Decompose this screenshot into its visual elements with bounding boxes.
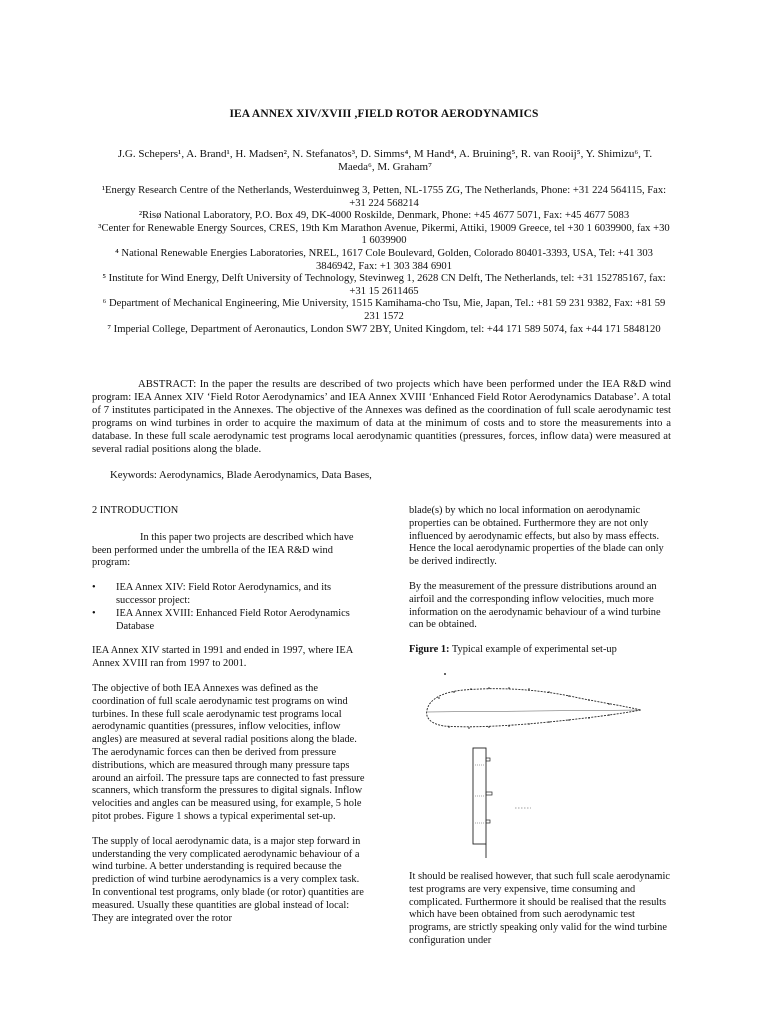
affiliation-7: ⁷ Imperial College, Department of Aeronautics, London SW7 2BY, United Kingdom, tel: +44 171 589 5074, fax +44 171 5848120 [107,323,661,335]
list-item-text: IEA Annex XVIII: Enhanced Field Rotor Aerodynamics Database [116,607,350,632]
author-line-2: Maeda⁶, M. Graham⁷ [338,161,432,173]
right-column [409,505,674,667]
affiliation-4: ⁴ National Renewable Energies Laboratories, NREL, 1617 Cole Boulevard, Golden, Colorado 80401-3393, USA, Tel: +41 303 3846942, Fax: +1 303 384 6901 [115,247,653,272]
list-item [92,608,367,634]
abstract-text: ABSTRACT: In the paper the results are described of two projects which have been performed under the IEA R&D wind program: IEA Annex XIV ‘Field Rotor Aerodynamics’ and IEA Annex XVIII ‘Enhanced Field Rotor Aerodynamics Database’. A total of 7 institutes participated in the Annexes. The objective of the Annexes was defined as the coordination of full scale aerodynamic test programs on wind turbines in order to acquire the maximum of data at the minimum of costs and to store the measurements into a database. In these full scale aerodynamic test programs local aerodynamic quantities (pressures, forces, inflow data) were measured at several radial positions along the blade. [92,378,671,455]
affiliation-3: ³Center for Renewable Energy Sources, CRES, 19th Km Marathon Avenue, Pikermi, Attiki, 19009 Greece, tel +30 1 6039900, fax +30 1 6039900 [98,222,670,247]
keywords: Keywords: Aerodynamics, Blade Aerodynamics, Data Bases, [110,469,372,481]
probe-stub [486,758,490,761]
affiliation-6: ⁶ Department of Mechanical Engineering, Mie University, 1515 Kamihama-cho Tsu, Mie, Japan, Tel.: +81 59 231 9382, Fax: +81 59 231 1572 [102,298,666,322]
probe-stub [486,792,492,795]
bullet-icon: • [92,607,96,619]
left-column [92,505,367,937]
list-item [92,582,367,608]
probe-marker-icon [444,673,446,675]
affiliations [95,185,673,336]
affiliation-1: ¹Energy Research Centre of the Netherlands, Westerduinweg 3, Petten, NL-1755 ZG, The Netherlands, Phone: +31 224 564115, Fax: +31 224 568214 [101,185,667,209]
intro-paragraph-3: The objective of both IEA Annexes was defined as the coordination of full scale aerodynamic test programs on wind turbines. In these full scale aerodynamic test programs local aerodynamic quantities (pressures, inflow velocities, inflow angles) are measured at several radial positions along the blade. The aerodynamic forces can then be derived from pressure distributions, which are measured through many pressure taps around an airfoil. The pressure taps are connected to fast pressure scanners, which transform the pressures to digital signals. Inflow velocities and angles can be measured using, for example, 5 hole pitot probes. Figure 1 shows a typical experimental set-up. [92,682,365,822]
intro-paragraph-1 [92,532,367,570]
paper-title: IEA ANNEX XIV/XVIII ,FIELD ROTOR AERODYNAMICS [229,108,539,120]
figure-caption [409,644,674,657]
right-paragraph-1: blade(s) by which no local information on aerodynamic properties can be obtained. Furthermore they are not only influenced by aerodynamic effects, but also by mass effects. Hence the local aerodynamic properties of the blade can only be derived indirectly. [409,505,664,568]
probe-stub [486,820,490,823]
author-line-1: J.G. Schepers¹, A. Brand¹, H. Madsen², N. Stefanatos³, D. Simms⁴, M Hand⁴, A. Bruining⁵, R. van Rooij⁵, Y. Shimizu⁶, T. [117,148,653,160]
annex-list [92,582,367,633]
pressure-taps [438,687,610,729]
figure-experimental-setup [409,668,674,868]
list-item-text: IEA Annex XIV: Field Rotor Aerodynamics, and its successor project: [116,582,332,606]
figure-label: Figure 1: [409,644,450,656]
abstract [92,378,671,456]
section-heading: 2 INTRODUCTION [92,505,179,516]
intro-paragraph-4: The supply of local aerodynamic data, is a major step forward in understanding the very complicated aerodynamic behaviour of a wind turbine. A better understanding is required because the prediction of wind turbine aerodynamics is a very complex task. In conventional test programs, only blade (or rotor) quantities are measured. Usually these quantities are global instead of local: They are integrated over the rotor [92,835,364,924]
right-paragraph-2: By the measurement of the pressure distributions around an airfoil and the corresponding inflow velocities, much more information on the aerodynamic behaviour of a wind turbine can be obtained. [409,580,661,631]
setup-diagram [409,668,674,868]
bullet-icon: • [92,582,96,594]
affiliation-2: ²Risø National Laboratory, P.O. Box 49, DK-4000 Roskilde, Denmark, Phone: +45 4677 5071, Fax: +45 4677 5083 [138,210,630,222]
intro-paragraph-2: IEA Annex XIV started in 1991 and ended in 1997, where IEA Annex XVIII ran from 1997 to 2001. [92,645,353,670]
intro-paragraph-1-text: In this paper two projects are described which have been performed under the umbrella of the IEA R&D wind program: [92,531,354,569]
chord-line [427,710,641,712]
affiliation-5: ⁵ Institute for Wind Energy, Delft University of Technology, Stevinweg 1, 2628 CN Delft, The Netherlands, tel: +31 152785167, fax: +31 15 2611465 [102,273,666,297]
airfoil-outline [427,689,641,727]
figure-caption-text: Typical example of experimental set-up [449,644,617,656]
right-paragraph-3: It should be realised however, that such full scale aerodynamic test programs are very expensive, time consuming and complicated. Furthermore it should be realised that the results which have been obtained from such aerodynamic test programs, are strictly speaking only valid for the wind turbine configuration under [409,871,670,946]
author-list [95,148,675,174]
